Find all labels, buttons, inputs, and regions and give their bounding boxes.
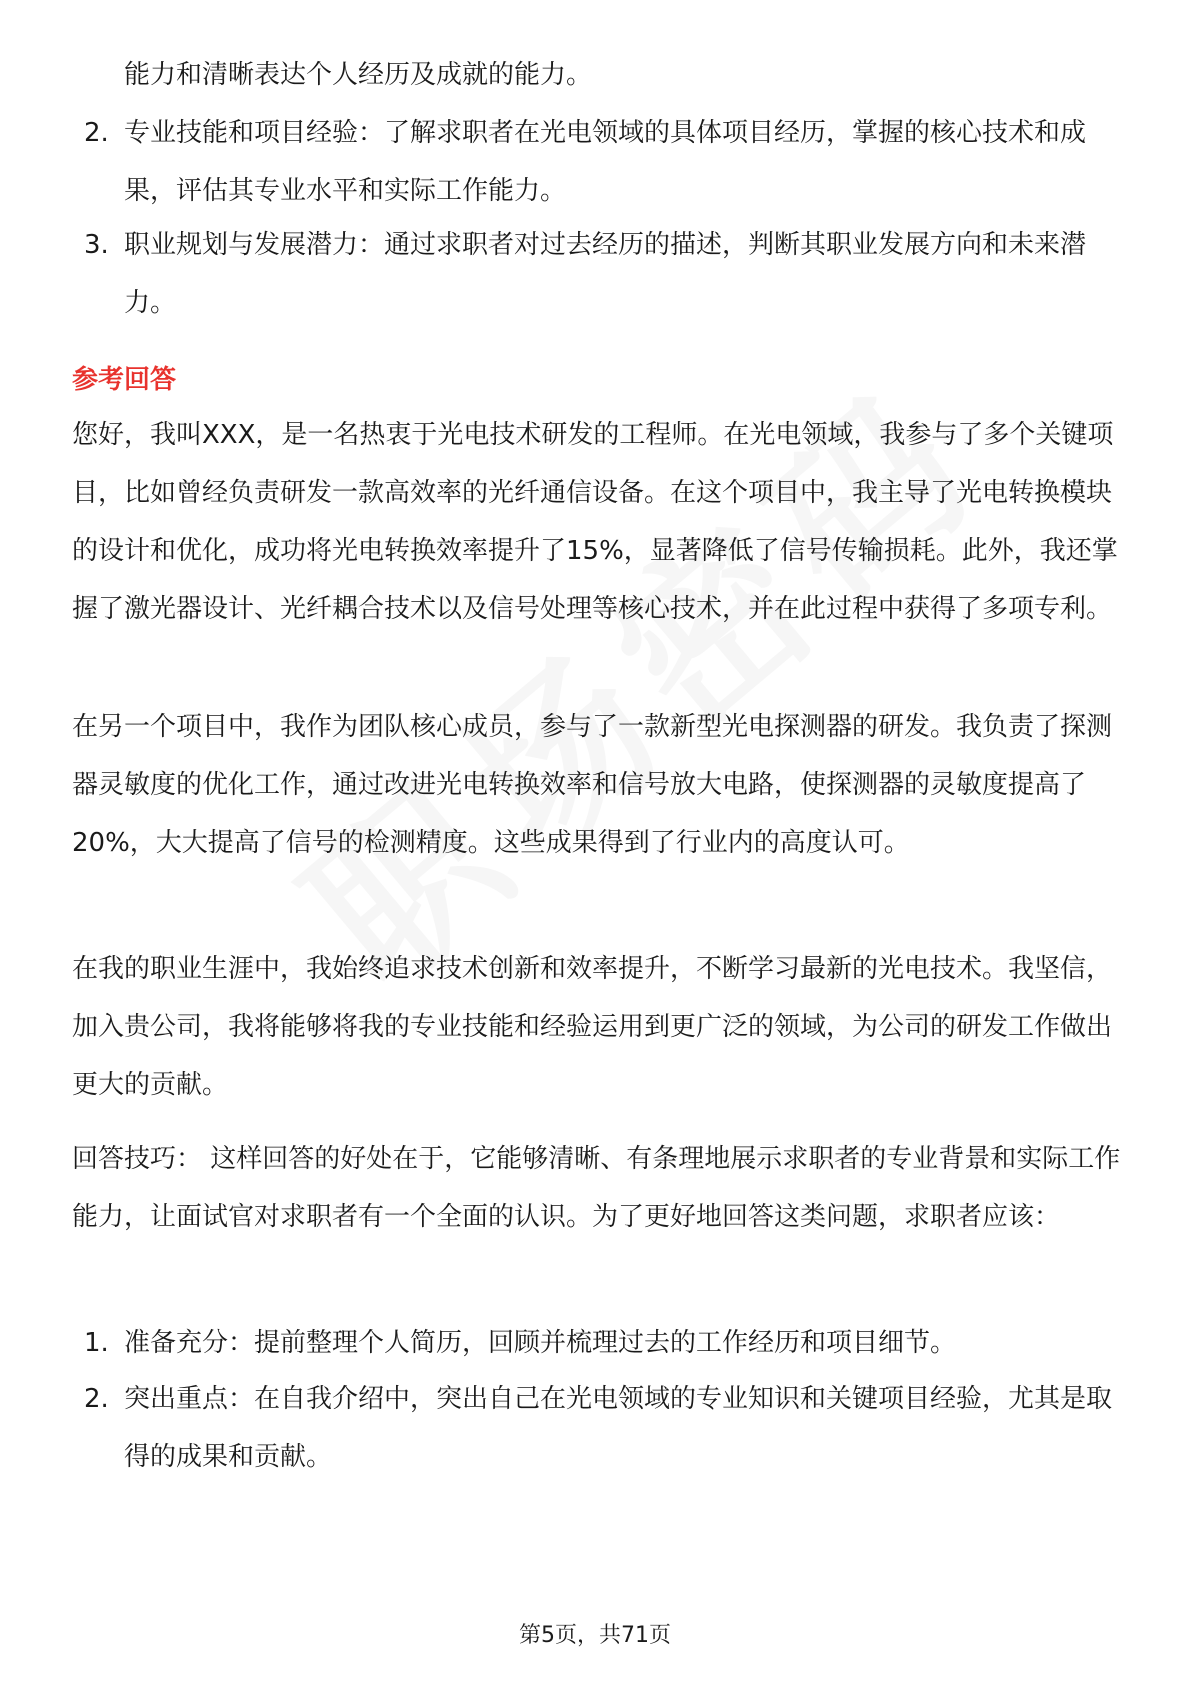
list-number: 2. [84,1384,109,1414]
page-number-footer: 第5页，共71页 [519,1623,671,1648]
list-item [72,1314,1122,1370]
list-item-text: 专业技能和项目经验：了解求职者在光电领域的具体项目经历，掌握的核心技术和成果，评估其专业水平和实际工作能力。 [124,118,1087,206]
list-number: 2. [84,118,109,148]
section-heading: 参考回答 [72,365,177,395]
list-item-text: 突出重点：在自我介绍中，突出自己在光电领域的专业知识和关键项目经验，尤其是取得的成果和贡献。 [124,1384,1113,1472]
top-numbered-list [72,104,1122,332]
list-number: 1. [84,1328,109,1358]
paragraph: 在我的职业生涯中，我始终追求技术创新和效率提升，不断学习最新的光电技术。我坚信，加入贵公司，我将能够将我的专业技能和经验运用到更广泛的领域，为公司的研发工作做出更大的贡献。 [72,954,1113,1100]
list-item-text: 职业规划与发展潜力：通过求职者对过去经历的描述，判断其职业发展方向和未来潜力。 [124,230,1087,318]
paragraph: 回答技巧： 这样回答的好处在于，它能够清晰、有条理地展示求职者的专业背景和实际工作能力，让面试官对求职者有一个全面的认识。为了更好地回答这类问题，求职者应该： [72,1144,1121,1232]
list-item [72,216,1122,332]
list-item-text: 准备充分：提前整理个人简历，回顾并梳理过去的工作经历和项目细节。 [124,1328,957,1358]
bottom-numbered-list [72,1314,1122,1486]
paragraph: 在另一个项目中，我作为团队核心成员，参与了一款新型光电探测器的研发。我负责了探测器灵敏度的优化工作，通过改进光电转换效率和信号放大电路，使探测器的灵敏度提高了20%，大大提高了信号的检测精度。这些成果得到了行业内的高度认可。 [72,712,1113,858]
list-item [72,104,1122,220]
list-item [72,1370,1122,1486]
list-number: 3. [84,230,109,260]
list-item-continuation: 能力和清晰表达个人经历及成就的能力。 [124,60,593,90]
paragraph: 您好，我叫XXX，是一名热衷于光电技术研发的工程师。在光电领域，我参与了多个关键项目，比如曾经负责研发一款高效率的光纤通信设备。在这个项目中，我主导了光电转换模块的设计和优化，成功将光电转换效率提升了15%，显著降低了信号传输损耗。此外，我还掌握了激光器设计、光纤耦合技术以及信号处理等核心技术，并在此过程中获得了多项专利。 [72,420,1118,624]
